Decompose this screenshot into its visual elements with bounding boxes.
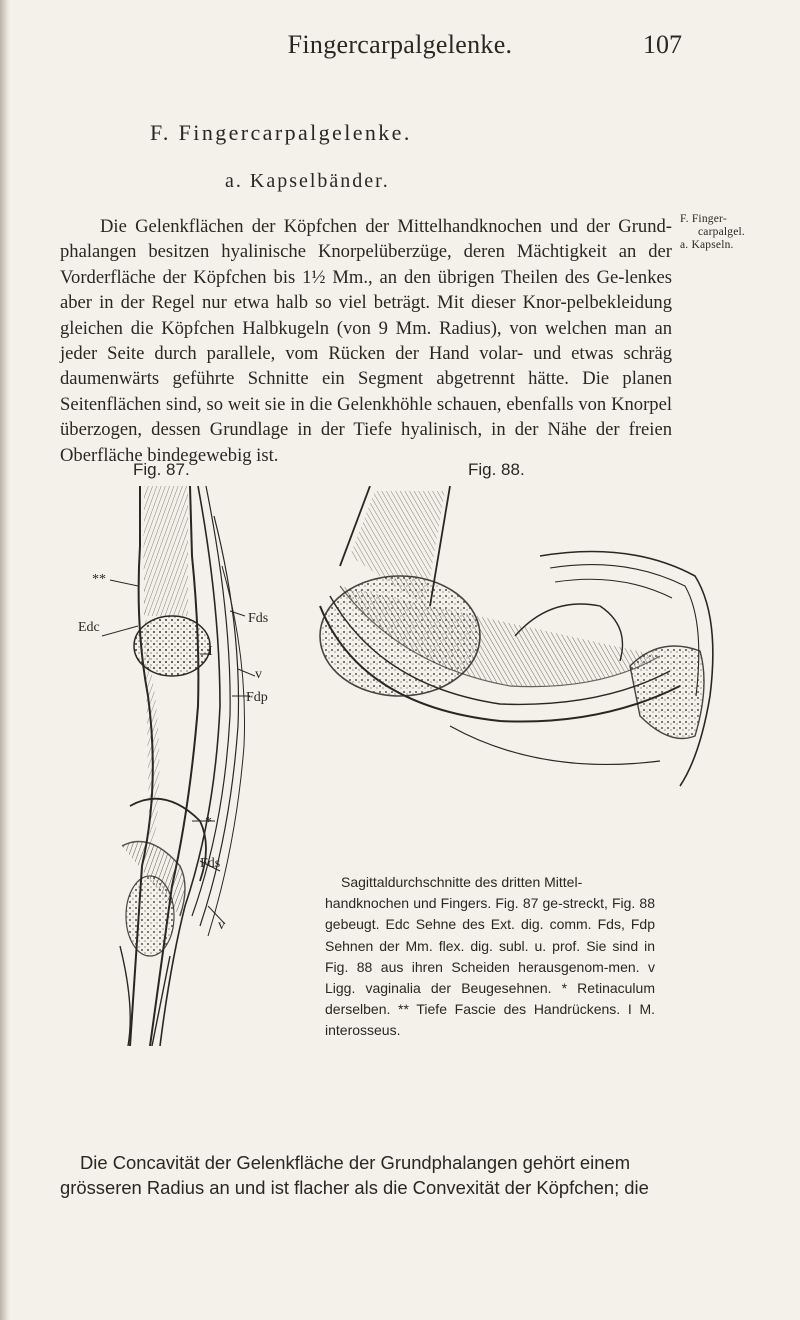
fig87-annotation-edc: Edc (78, 620, 100, 635)
body-paragraph: Die Gelenkflächen der Köpfchen der Mittelhandknochen und der Grund-phalangen besitzen hyalinische Knorpelüberzüge, deren Mächtigkeit an der Vorderfläche der Köpfchen bis 1½ Mm., an den übrigen Theilen des Ge-lenkes aber in der Regel nur etwa halb so viel beträgt. Mit dieser Knor-pelbekleidung gleichen die Köpfchen Halbkugeln (von 9 Mm. Radius), von welchen man an jeder Seite durch parallele, vom Rücken der Hand volar- und etwas schräg daumenwärts geführte Schnitte ein Segment abgetrennt hätte. Die planen Seitenflächen sind, so weit sie in die Gelenkhöhle schauen, ebenfalls von Knorpel überzogen, dessen Grundlage in der Tiefe hyalinisch, in der Nähe der freien Oberfläche bindegewebig ist. (60, 216, 672, 466)
caption-body: handknochen und Fingers. Fig. 87 ge-streckt, Fig. 88 gebeugt. Edc Sehne des Ext. dig. comm. Fds, Fdp Sehnen der Mm. flex. dig. subl. u. prof. Sie sind in Fig. 88 aus ihren Scheiden herausgenom-men. v Ligg. vaginalia der Beugesehnen. * Retinaculum derselben. ** Tiefe Fascie des Handrückens. I M. interosseus. (325, 895, 655, 1039)
bottom-line-2: grösseren Radius an und ist flacher als die Convexität der Köpfchen; die (60, 1177, 649, 1199)
fig87-illustration (80, 486, 320, 1046)
section-heading: F. Fingercarpalgelenke. (150, 120, 412, 145)
margin-note-line: F. Finger- (680, 213, 727, 225)
fig87-annotation-fds-bottom: Fds (200, 856, 221, 871)
caption-first-line: Sagittaldurchschnitte des dritten Mittel- (341, 874, 583, 890)
body-paragraph-block (60, 214, 672, 468)
fig87-annotation-i: I (208, 644, 213, 659)
fig87-annotation-fds-top: Fds (248, 611, 269, 626)
margin-note-line: a. Kapseln. (680, 239, 734, 251)
margin-note (680, 213, 798, 252)
margin-note-line: carpalgel. (698, 226, 746, 238)
fig87-annotation-star: * (205, 815, 212, 830)
figure-caption (325, 872, 655, 1042)
sub-heading: a. Kapselbänder. (225, 170, 390, 192)
bottom-paragraph (60, 1150, 672, 1201)
bottom-line-1: Die Concavität der Gelenkfläche der Grundphalangen gehört einem (80, 1152, 631, 1173)
page-binding-edge (0, 0, 10, 1320)
page-number: 107 (643, 30, 682, 59)
running-title: Fingercarpalgelenke. (287, 30, 513, 59)
fig88-label: Fig. 88. (468, 460, 525, 479)
fig87-annotation-v-bottom: v (218, 918, 225, 933)
running-header (0, 30, 800, 66)
fig87-annotation-fdp: Fdp (246, 690, 268, 705)
fig87-label: Fig. 87. (133, 460, 190, 479)
fig87-annotation-v-top: v (255, 667, 262, 682)
fig87-annotation-double-star: ** (92, 572, 106, 587)
fig88-illustration (300, 486, 720, 796)
